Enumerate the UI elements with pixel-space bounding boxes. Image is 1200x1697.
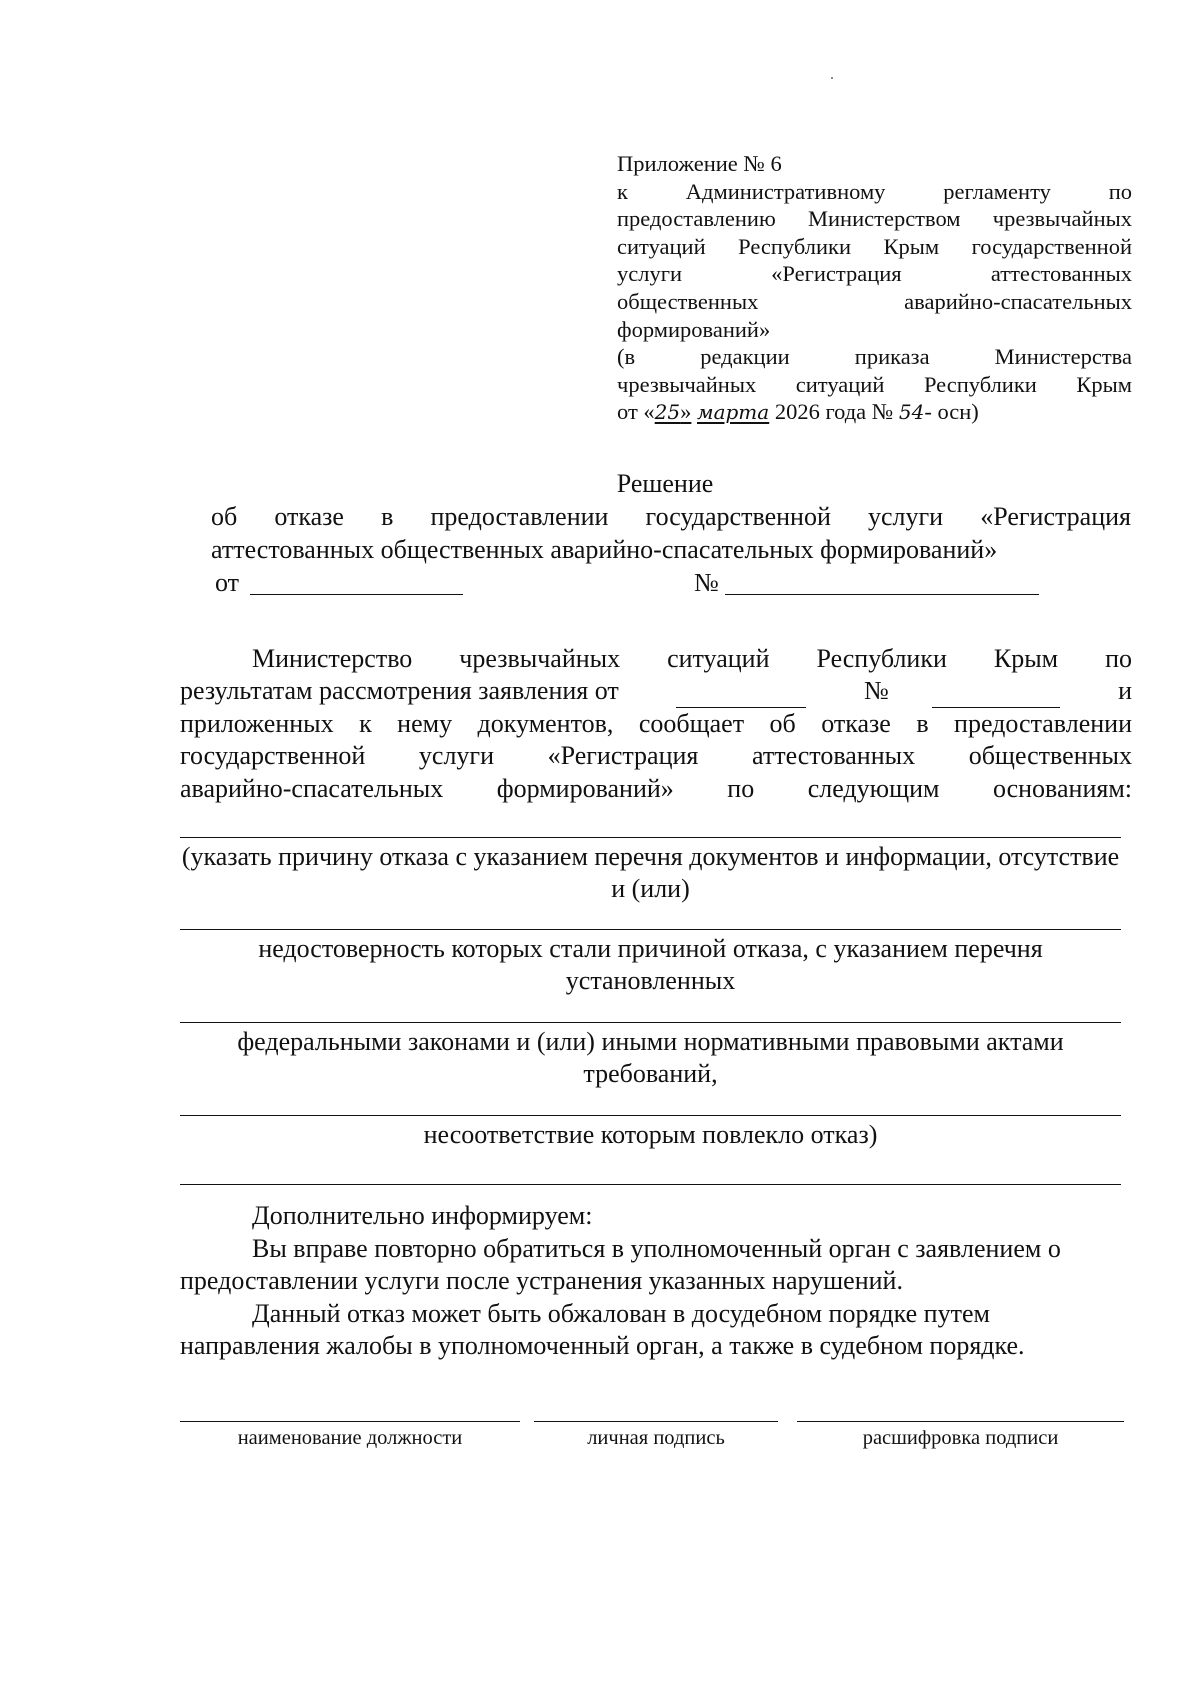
appendix-line: общественных аварийно-спасательных: [617, 288, 1132, 314]
subject-line: аттестованных общественных аварийно-спасательных формирований»: [211, 535, 998, 564]
reason-caption: несоответствие которым повлекло отказ): [423, 1120, 878, 1149]
handwritten-month: марта: [697, 400, 770, 425]
appendix-line: к Административному регламенту по: [617, 178, 1132, 204]
additional-info: [180, 1200, 1132, 1363]
decision-subject: [211, 500, 1131, 566]
reason-line: [180, 837, 1121, 838]
reason-line: [180, 1022, 1121, 1023]
edition-line: чрезвычайных ситуаций Республики Крым: [617, 371, 1132, 397]
appendix-line: ситуаций Республики Крым государственной: [617, 233, 1132, 259]
number-label: №: [694, 568, 719, 597]
decoding-line: [797, 1421, 1124, 1422]
appendix-block: [617, 150, 1132, 427]
main-paragraph: [180, 643, 1132, 805]
reason-caption: (указать причину отказа с указанием перечня документов и информации, отсутствие и (или): [181, 842, 1120, 903]
from-date-blank: [250, 594, 463, 595]
edition-date-line: [617, 398, 1132, 427]
date-quote-close: »: [680, 399, 692, 425]
additional-heading: Дополнительно информируем:: [252, 1201, 593, 1230]
paragraph-line-blanks: [180, 675, 1132, 707]
position-line: [180, 1421, 520, 1422]
from-label: от: [215, 568, 240, 597]
appendix-line: услуги «Регистрация аттестованных: [617, 261, 1132, 287]
reason-line: [180, 1184, 1121, 1185]
paragraph-line: аварийно-спасательных формирований» по следующим основаниям:: [180, 773, 1132, 803]
decision-number-blank: [725, 594, 1039, 595]
edition-line: (в редакции приказа Министерства: [617, 344, 1132, 370]
order-suffix: - осн): [924, 399, 979, 425]
date-year: 2026 года №: [769, 399, 899, 425]
paragraph-text: результатам рассмотрения заявления от: [180, 676, 619, 706]
reason-line: [180, 929, 1121, 930]
reason-line: [180, 1115, 1121, 1116]
subject-line: об отказе в предоставлении государственной услуги «Регистрация: [211, 502, 1131, 531]
scan-speck: [831, 77, 833, 79]
appendix-number: Приложение № 6: [617, 151, 782, 176]
paragraph-line: государственной услуги «Регистрация аттестованных общественных: [180, 741, 1132, 771]
decision-title: Решение: [616, 469, 714, 498]
signature-line: [534, 1421, 778, 1422]
application-date-blank: [676, 685, 806, 708]
paragraph-line: Министерство чрезвычайных ситуаций Республики Крым по: [252, 644, 1132, 673]
application-number-blank: [932, 685, 1060, 708]
appendix-line-last: формирований»: [617, 316, 771, 342]
appendix-line: предоставлению Министерством чрезвычайных: [617, 206, 1132, 232]
reason-caption: недостоверность которых стали причиной отказа, с указанием перечня установленных: [258, 934, 1043, 995]
position-caption: наименование должности: [237, 1427, 463, 1449]
handwritten-order-number: 54: [898, 400, 925, 425]
reason-caption: федеральными законами и (или) иными нормативными правовыми актами требований,: [237, 1027, 1064, 1088]
decoding-caption: расшифровка подписи: [862, 1427, 1059, 1449]
signature-caption: личная подпись: [587, 1427, 725, 1449]
paragraph-conjunction: и: [1118, 676, 1132, 706]
handwritten-day: 25: [654, 400, 681, 425]
paragraph-line: приложенных к нему документов, сообщает об отказе в предоставлении: [180, 708, 1132, 738]
additional-paragraph: Вы вправе повторно обратиться в уполномоченный орган с заявлением о предоставлении услуги после устранения указанных нарушений.: [180, 1233, 1061, 1296]
application-number-label: №: [864, 676, 889, 706]
additional-paragraph: Данный отказ может быть обжалован в досудебном порядке путем направления жалобы в уполномоченный орган, а также в судебном порядке.: [180, 1298, 1025, 1361]
date-prefix: от «: [617, 399, 655, 425]
